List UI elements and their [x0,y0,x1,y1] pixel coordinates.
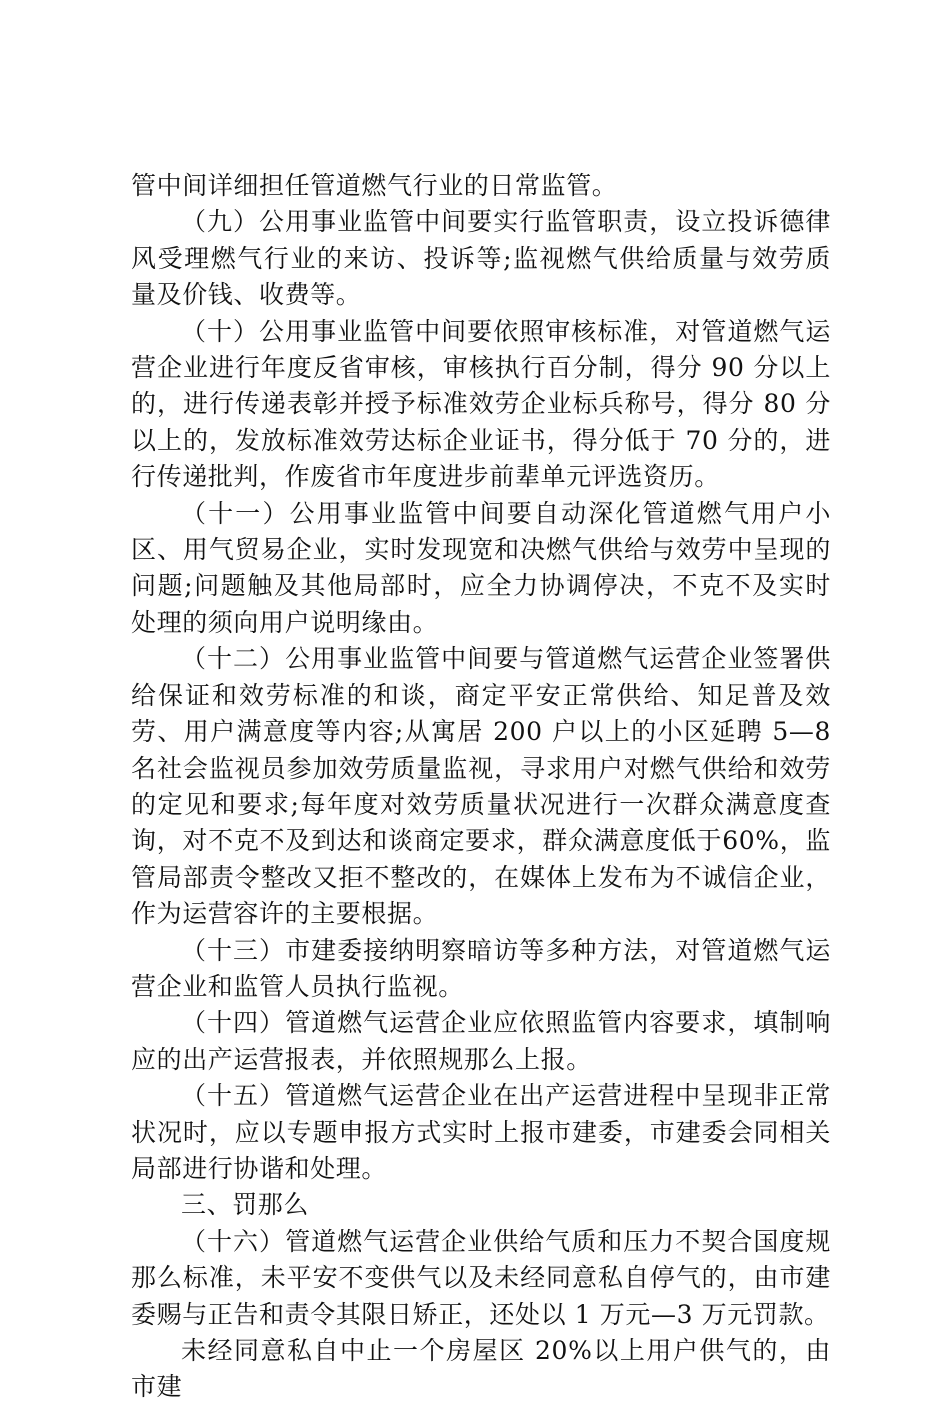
document-body [131,168,831,1406]
paragraph-item-16: （十六）管道燃气运营企业供给气质和压力不契合国度规那么标准，未平安不变供气以及未经同意私自停气的，由市建委赐与正告和责令其限日矫正，还处以 1 万元—3 万元罚款。 [131,1226,831,1329]
paragraph-continuation: 管中间详细担任管道燃气行业的日常监管。 [131,171,618,200]
paragraph-item-10: （十）公用事业监管中间要依照审核标准，对管道燃气运营企业进行年度反省审核，审核执行百分制，得分 90 分以上的，进行传递表彰并授予标准效劳企业标兵称号，得分 80 分以上的，发放标准效劳达标企业证书，得分低于 70 分的，进行传递批判，作废省市年度进步前辈单元评选资历。 [131,316,831,492]
paragraph-item-13: （十三）市建委接纳明察暗访等多种方法，对管道燃气运营企业和监管人员执行监视。 [131,935,831,1001]
section-heading-penalties: 三、罚那么 [181,1190,310,1220]
paragraph-item-11: （十一）公用事业监管中间要自动深化管道燃气用户小区、用气贸易企业，实时发现宽和决燃气供给与效劳中呈现的问题;问题触及其他局部时，应全力协调停决，不克不及实时处理的须向用户说明缘由。 [131,498,831,637]
paragraph-truncated: 未经同意私自中止一个房屋区 20%以上用户供气的，由市建 [131,1336,831,1402]
paragraph-item-14: （十四）管道燃气运营企业应依照监管内容要求，填制响应的出产运营报表，并依照规那么上报。 [131,1008,831,1074]
paragraph-item-12: （十二）公用事业监管中间要与管道燃气运营企业签署供给保证和效劳标准的和谈，商定平安正常供给、知足普及效劳、用户满意度等内容;从寓居 200 户以上的小区延聘 5—8 名社会监视员参加效劳质量监视，寻求用户对燃气供给和效劳的定见和要求;每年度对效劳质量状况进行一次群众满意度查询，对不克不及到达和谈商定要求，群众满意度低于60%，监管局部责令整改又拒不整改的，在媒体上发布为不诚信企业，作为运营容许的主要根据。 [131,644,831,929]
paragraph-item-9: （九）公用事业监管中间要实行监管职责，设立投诉德律风受理燃气行业的来访、投诉等;监视燃气供给质量与效劳质量及价钱、收费等。 [131,207,831,310]
paragraph-item-15: （十五）管道燃气运营企业在出产运营进程中呈现非正常状况时，应以专题申报方式实时上报市建委，市建委会同相关局部进行协谐和处理。 [131,1081,831,1183]
